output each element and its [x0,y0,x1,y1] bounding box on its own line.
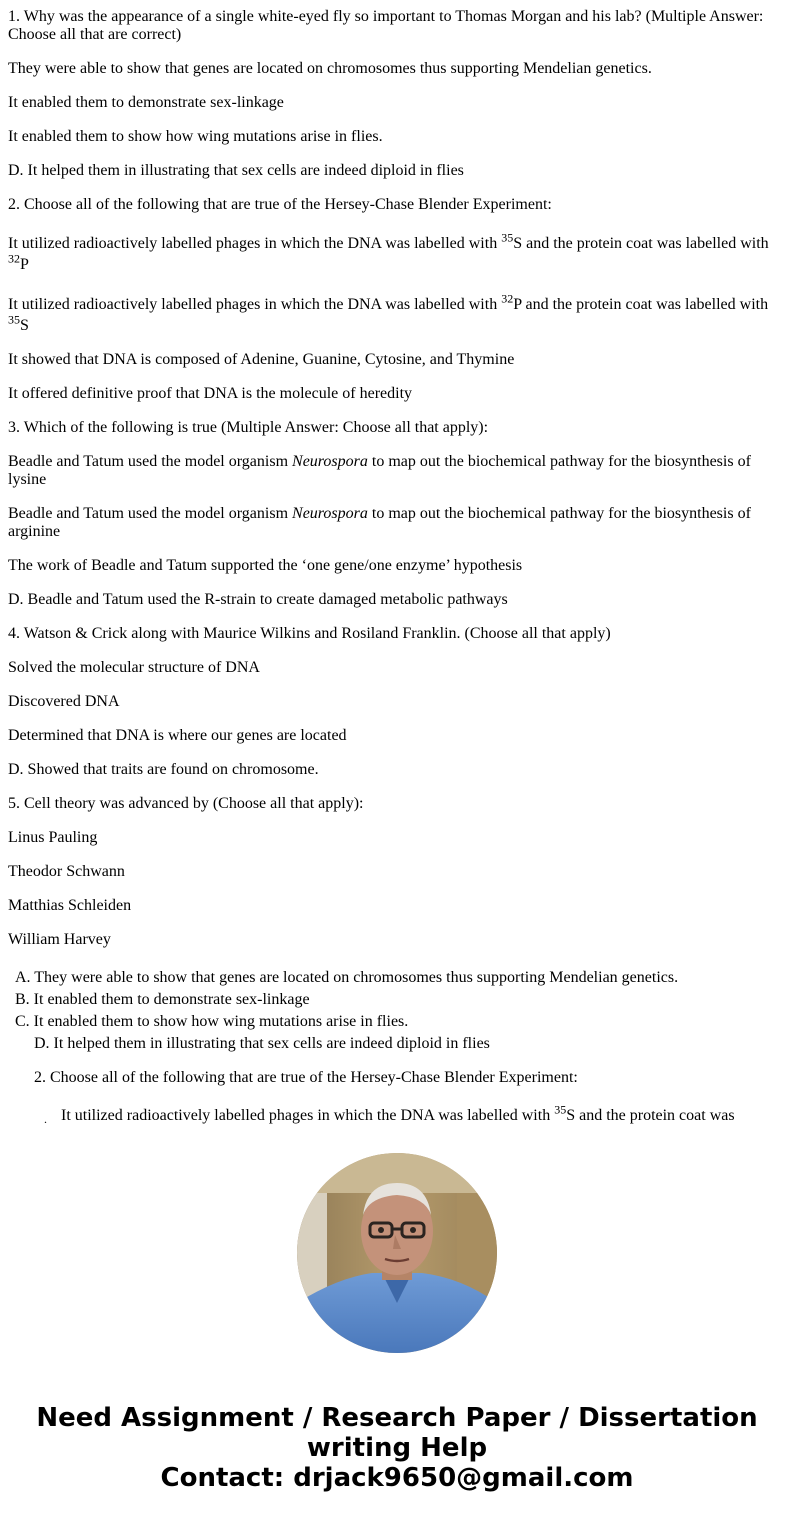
q5-option-a: Linus Pauling [8,829,98,846]
list-item: C. It enabled them to show how wing mutations arise in flies. [15,1013,409,1030]
q4-option-a: Solved the molecular structure of DNA [8,659,260,676]
q3-option-c: The work of Beadle and Tatum supported the ‘one gene/one enzyme’ hypothesis [8,557,523,574]
q1-option-a: They were able to show that genes are located on chromosomes thus supporting Mendelian genetics. [8,60,652,77]
q1-option-b: It enabled them to demonstrate sex-linkage [8,94,284,111]
clipped-line [0,1104,794,1124]
question-5: 5. Cell theory was advanced by (Choose all that apply): [8,795,364,812]
promo-line-2: writing Help [306,1433,488,1463]
portrait-image [297,1153,497,1353]
list-item-question-2: 2. Choose all of the following that are true of the Hersey-Chase Blender Experiment: [34,1069,578,1086]
repeated-answer-list [15,967,775,1089]
q3-option-b: Beadle and Tatum used the model organism Neurospora to map out the biochemical pathway for the biosynthesis of arginine [8,505,751,540]
promo-line-1: Need Assignment / Research Paper / Dissertation [36,1403,758,1433]
q1-option-c: It enabled them to show how wing mutations arise in flies. [8,128,383,145]
question-2: 2. Choose all of the following that are true of the Hersey-Chase Blender Experiment: [8,196,552,213]
clipped-text: It utilized radioactively labelled phages in which the DNA was labelled with $^{35}$S and the protein coat was [61,1104,735,1124]
list-item: A. They were able to show that genes are located on chromosomes thus supporting Mendelian genetics. [15,969,679,986]
q5-option-c: Matthias Schleiden [8,897,132,914]
list-item: B. It enabled them to demonstrate sex-linkage [15,991,310,1008]
q5-option-b: Theodor Schwann [8,863,125,880]
contact-email: Contact: drjack9650@gmail.com [160,1463,634,1493]
question-3: 3. Which of the following is true (Multiple Answer: Choose all that apply): [8,419,489,436]
question-1: 1. Why was the appearance of a single white-eyed fly so important to Thomas Morgan and his lab? (Multiple Answer: Choose all that are correct) [8,8,764,43]
q4-option-b: Discovered DNA [8,693,120,710]
list-item: D. It helped them in illustrating that sex cells are indeed diploid in flies [34,1035,490,1052]
q5-option-d: William Harvey [8,931,111,948]
question-4: 4. Watson & Crick along with Maurice Wilkins and Rosiland Franklin. (Choose all that apply) [8,625,611,642]
q1-option-d: D. It helped them in illustrating that sex cells are indeed diploid in flies [8,162,464,179]
promo-footer [0,1403,794,1493]
q2-option-b: It utilized radioactively labelled phages in which the DNA was labelled with $^{32}$P and the protein coat was labelled with $^{35}$S [8,291,769,334]
avatar [297,1153,497,1353]
q2-option-d: It offered definitive proof that DNA is the molecule of heredity [8,385,413,402]
q3-option-d: D. Beadle and Tatum used the R-strain to create damaged metabolic pathways [8,591,508,608]
q4-option-d: D. Showed that traits are found on chromosome. [8,761,319,778]
q2-option-a: It utilized radioactively labelled phages in which the DNA was labelled with $^{35}$S and the protein coat was labelled with $^{32}$P [8,230,769,273]
q2-option-c: It showed that DNA is composed of Adenine, Guanine, Cytosine, and Thymine [8,351,515,368]
bullet-dot: . [44,1112,47,1124]
q3-option-a: Beadle and Tatum used the model organism Neurospora to map out the biochemical pathway for the biosynthesis of lysine [8,453,751,488]
q4-option-c: Determined that DNA is where our genes are located [8,727,347,744]
